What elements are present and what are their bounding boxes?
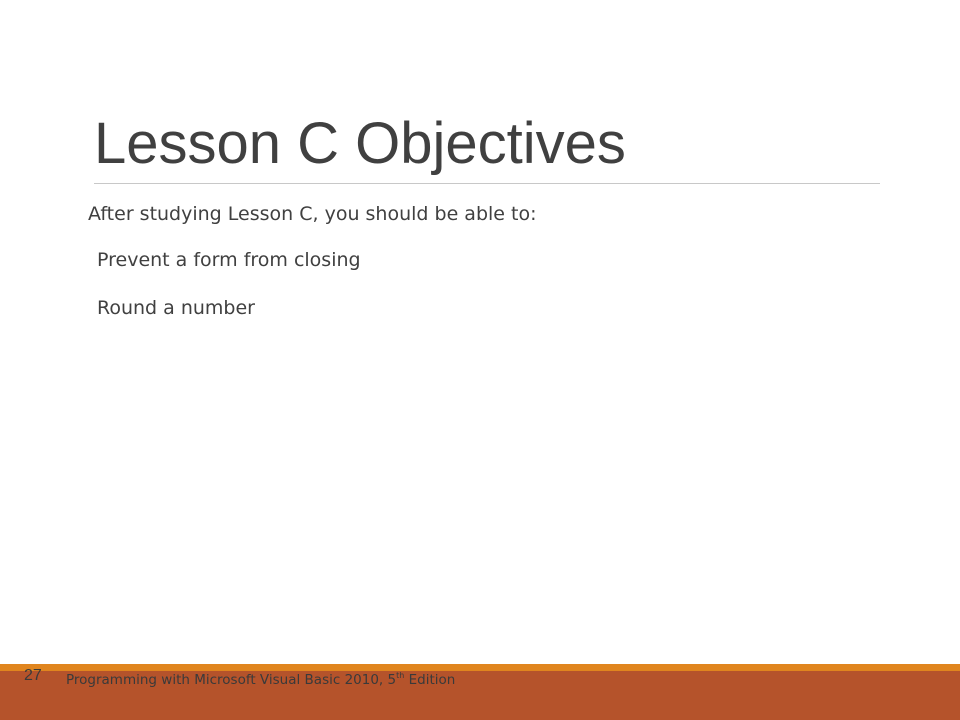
footer-caption-main: Programming with Microsoft Visual Basic 2010, 5 bbox=[66, 672, 397, 688]
objective-item: Prevent a form from closing bbox=[97, 249, 361, 271]
footer-accent-stripe bbox=[0, 664, 960, 671]
footer-caption-superscript: th bbox=[396, 671, 405, 680]
footer-caption bbox=[66, 671, 455, 689]
footer-caption-suffix: Edition bbox=[404, 672, 456, 688]
objective-item: Round a number bbox=[97, 297, 255, 319]
title-divider bbox=[94, 183, 880, 184]
slide-number: 27 bbox=[24, 667, 42, 684]
slide-title: Lesson C Objectives bbox=[94, 111, 626, 176]
intro-text: After studying Lesson C, you should be able to: bbox=[88, 203, 537, 225]
